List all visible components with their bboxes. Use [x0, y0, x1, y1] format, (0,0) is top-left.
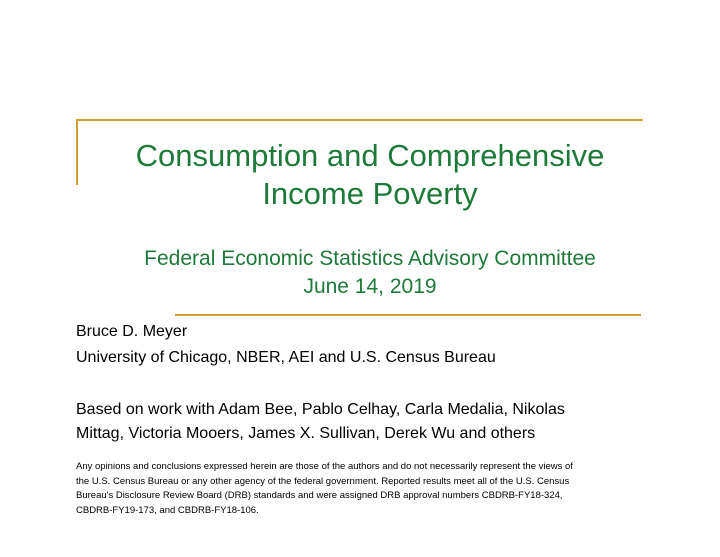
disclaimer: [76, 460, 573, 518]
slide-title-line-2: Income Poverty: [262, 176, 478, 211]
disclaimer-line-4: CBDRB-FY19-173, and CBDRB-FY18-106.: [76, 504, 259, 516]
subtitle-line-1: Federal Economic Statistics Advisory Committee: [144, 247, 596, 270]
title-frame-top-rule: [76, 119, 643, 121]
disclaimer-line-2: the U.S. Census Bureau or any other agency of the federal government. Reported results meet all of the U.S. Census: [76, 475, 570, 487]
title-frame-left-rule: [76, 119, 78, 185]
based-on-note: [76, 398, 565, 446]
slide-title-line-1: Consumption and Comprehensive: [135, 138, 605, 173]
author-name: Bruce D. Meyer: [76, 323, 188, 340]
disclaimer-line-3: Bureau's Disclosure Review Board (DRB) standards and were assigned DRB approval numbers CBDRB-FY18-324,: [76, 490, 563, 501]
author-affiliation: University of Chicago, NBER, AEI and U.S. Census Bureau: [76, 349, 496, 366]
disclaimer-line-1: Any opinions and conclusions expressed herein are those of the authors and do not necessarily represent the views of: [76, 461, 573, 472]
slide-title: [80, 137, 660, 213]
based-on-line-2: Mittag, Victoria Mooers, James X. Sullivan, Derek Wu and others: [76, 425, 536, 442]
subtitle-bottom-rule: [175, 314, 641, 316]
subtitle-line-2: June 14, 2019: [303, 275, 437, 298]
based-on-line-1: Based on work with Adam Bee, Pablo Celhay, Carla Medalia, Nikolas: [76, 401, 565, 418]
slide-subtitle: [80, 245, 660, 301]
